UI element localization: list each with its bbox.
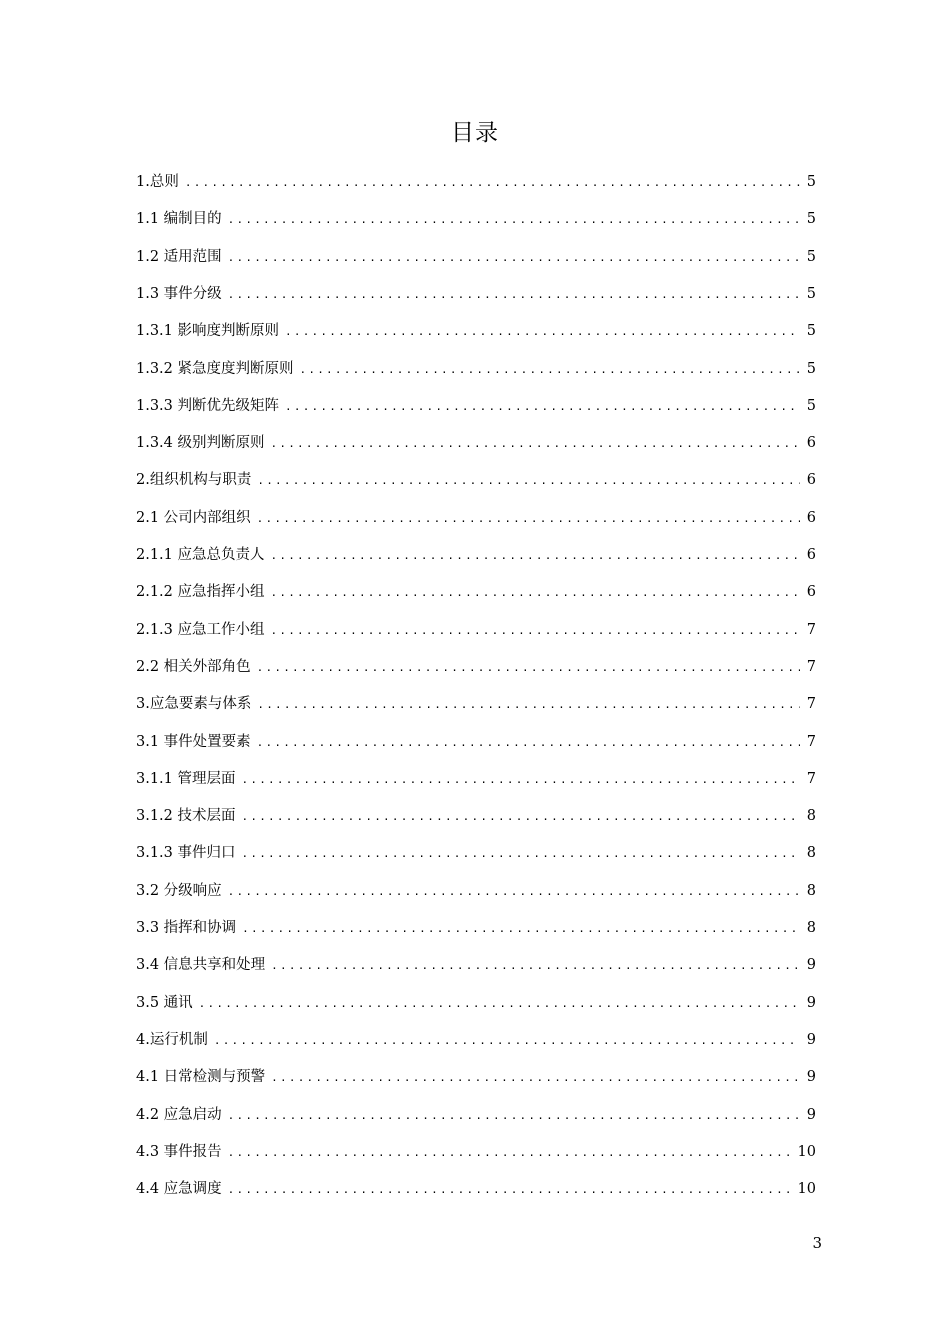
toc-entry[interactable] [136,319,816,343]
toc-entry-label: 1.3.3 判断优先级矩阵 [136,397,280,414]
toc-entry[interactable] [136,1103,816,1127]
toc-entry-label: 1.1 编制目的 [136,211,222,228]
toc-entry-label: 3.4 信息共享和处理 [136,957,266,974]
toc-entry[interactable] [136,357,816,381]
toc-entry-page: 6 [806,509,816,526]
toc-leader-dots [271,581,800,605]
toc-entry-page: 8 [806,920,816,936]
toc-entry-page: 10 [797,1143,816,1160]
toc-entry[interactable] [136,655,816,679]
toc-entry[interactable] [136,431,816,455]
toc-leader-dots [228,1178,792,1202]
toc-leader-dots [285,395,800,419]
toc-entry[interactable] [136,1140,816,1164]
toc-entry[interactable] [136,841,816,865]
toc-entry[interactable] [136,1177,816,1201]
toc-entry-label: 1.3.1 影响度判断原则 [136,323,280,340]
toc-entry-label: 3.1.2 技术层面 [136,808,236,825]
toc-entry[interactable] [136,394,816,418]
toc-entry-page: 5 [806,397,816,414]
toc-entry-page: 7 [806,770,816,787]
toc-entry-label: 2.1.2 应急指挥小组 [136,584,265,601]
toc-leader-dots [228,208,800,232]
toc-entry-label: 1.3.2 紧急度度判断原则 [136,360,294,377]
toc-leader-dots [271,1066,800,1090]
toc-entry-page: 5 [806,360,816,377]
toc-entry[interactable] [136,916,816,940]
toc-leader-dots [271,954,800,978]
toc-entry-label: 1.3.4 级别判断原则 [136,435,265,452]
toc-entry-page: 5 [806,248,816,265]
toc-leader-dots [271,619,800,643]
toc-entry[interactable] [136,692,816,716]
toc-entry-page: 7 [806,733,816,750]
toc-entry-label: 2.1.1 应急总负责人 [136,547,265,563]
toc-entry-page: 7 [806,621,816,638]
toc-entry-page: 9 [806,957,816,974]
toc-entry-label: 1.2 适用范围 [136,248,222,265]
toc-leader-dots [228,283,800,307]
toc-entry-label: 2.1.3 应急工作小组 [136,621,265,638]
toc-entry-page: 6 [806,547,816,563]
toc-leader-dots [242,805,800,829]
toc-leader-dots [228,1104,800,1128]
toc-leader-dots [242,768,800,792]
toc-entry-page: 9 [806,1069,816,1086]
toc-entry[interactable] [136,953,816,977]
toc-leader-dots [285,320,800,344]
toc-entry[interactable] [136,282,816,306]
toc-entry-page: 5 [806,285,816,302]
toc-leader-dots [242,842,800,866]
toc-entry-label: 3.1.1 管理层面 [136,770,236,787]
toc-entry[interactable] [136,543,816,567]
toc-entry[interactable] [136,1028,816,1052]
toc-leader-dots [257,656,800,680]
toc-entry-page: 5 [806,174,816,190]
toc-entry-label: 1.总则 [136,174,179,190]
toc-entry-label: 2.组织机构与职责 [136,472,252,489]
toc-entry-label: 4.4 应急调度 [136,1181,222,1198]
toc-entry-page: 6 [806,435,816,452]
toc-entry-page: 8 [806,808,816,825]
toc-entry[interactable] [136,506,816,530]
toc-entry[interactable] [136,804,816,828]
toc-leader-dots [257,731,800,755]
toc-entry-page: 6 [806,472,816,489]
toc-entry-label: 4.运行机制 [136,1031,208,1048]
toc-entry-page: 5 [806,211,816,228]
toc-entry[interactable] [136,767,816,791]
toc-leader-dots [228,246,800,270]
toc-entry-page: 10 [797,1181,816,1198]
toc-leader-dots [257,693,800,717]
toc-entry-page: 6 [806,584,816,601]
toc-entry[interactable] [136,879,816,903]
toc-entry-page: 5 [806,323,816,340]
toc-entry-page: 9 [806,994,816,1011]
toc-entry[interactable] [136,468,816,492]
page-number: 3 [812,1234,822,1252]
toc-entry-page: 7 [806,658,816,675]
toc-leader-dots [214,1029,800,1053]
toc-entry-label: 3.3 指挥和协调 [136,920,237,936]
toc-leader-dots [228,880,800,904]
toc-entry[interactable] [136,245,816,269]
toc-entry[interactable] [136,618,816,642]
toc-entry-label: 4.2 应急启动 [136,1106,222,1123]
toc-entry[interactable] [136,730,816,754]
toc-leader-dots [242,917,800,941]
toc-leader-dots [271,432,800,456]
toc-entry-label: 3.应急要素与体系 [136,696,252,713]
toc-entry[interactable] [136,580,816,604]
toc-entry-page: 9 [806,1031,816,1048]
toc-leader-dots [228,1141,792,1165]
toc-entry-page: 8 [806,845,816,862]
toc-entry[interactable] [136,1065,816,1089]
toc-leader-dots [271,544,800,568]
toc-entry-page: 9 [806,1106,816,1123]
toc-entry-label: 3.2 分级响应 [136,882,222,899]
toc-entry[interactable] [136,170,816,194]
toc-entry-page: 7 [806,696,816,713]
toc-entry-label: 3.1.3 事件归口 [136,845,236,862]
toc-entry-label: 4.3 事件报告 [136,1143,222,1160]
toc-entry-label: 2.1 公司内部组织 [136,509,251,526]
toc-entry-label: 3.5 通讯 [136,994,193,1011]
toc-entry-label: 1.3 事件分级 [136,285,222,302]
toc-entry-page: 8 [806,882,816,899]
toc-leader-dots [300,358,800,382]
toc-entry[interactable] [136,207,816,231]
toc-entry-label: 4.1 日常检测与预警 [136,1069,266,1086]
toc-leader-dots [257,469,800,493]
toc-entry-label: 2.2 相关外部角色 [136,658,251,675]
toc-leader-dots [185,171,800,195]
page-title: 目录 [451,120,499,146]
toc-leader-dots [257,507,800,531]
toc-leader-dots [199,992,800,1016]
toc-entry-label: 3.1 事件处置要素 [136,733,251,750]
toc-entry[interactable] [136,991,816,1015]
